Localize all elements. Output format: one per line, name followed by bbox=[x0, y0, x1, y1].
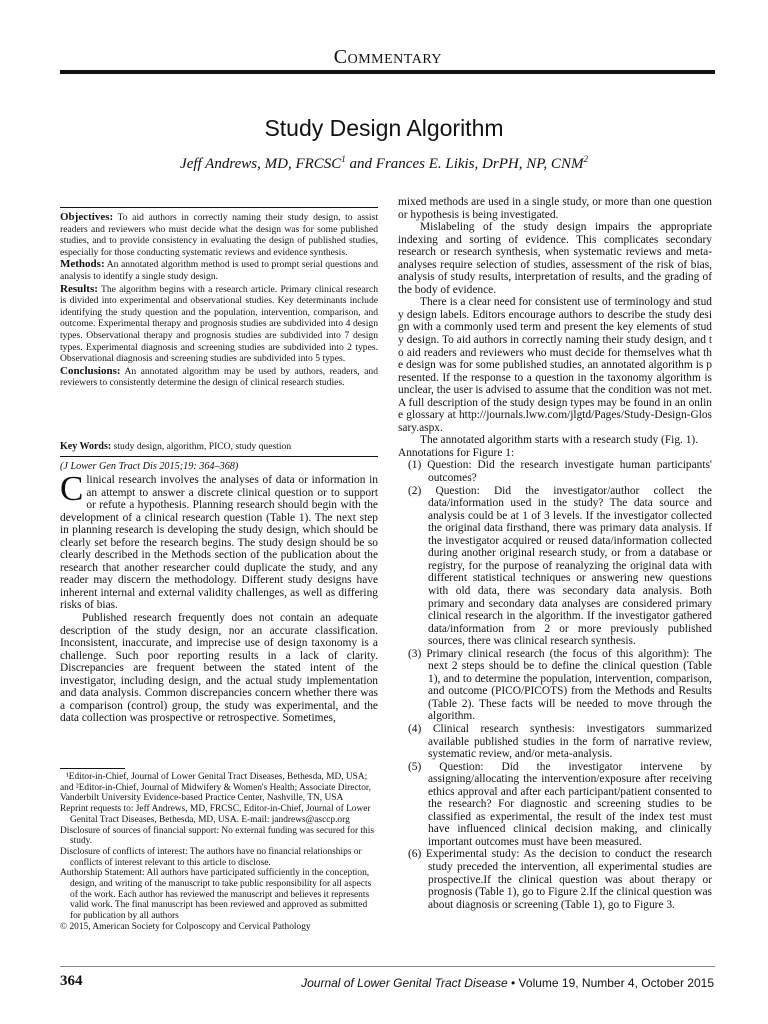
drop-cap: C bbox=[60, 469, 84, 508]
header-rule bbox=[60, 70, 715, 74]
abstract-objectives bbox=[60, 212, 378, 258]
annotation-item: (6) Experimental study: As the decision to conduct the research study preceded the intervention, all experimental studies are prospective.If the clinical question was about therapy or prognosis (Table 1), go to Figure 2.If the clinical question was about diagnosis or screening (Table 1), go to Figure 3. bbox=[408, 848, 712, 911]
objectives-heading: Objectives: bbox=[60, 211, 114, 223]
author-2: and Frances E. Likis, DrPH, NP, CNM bbox=[345, 156, 584, 172]
intro-paragraph bbox=[60, 469, 378, 612]
annotation-item: (1) Question: Did the research investigate human participants' outcomes? bbox=[408, 459, 712, 485]
paragraph: There is a clear need for consistent use of terminology and study design labels. Editors encourage authors to describe the study design with a commonly used term and present the key elements of study design. To aid authors in correctly naming their study design, and to aid readers and reviewers who must decide for themselves what the design was for some published studies, an annotated algorithm is presented. If the response to a question in the taxonomy algorithm is unclear, the user is advised to assume that the condition was not met. A full description of the study design types may be found in an online glossary at http://journals.lww.com/jlgtd/Pages/Study-Design-Glossary.aspx. bbox=[398, 296, 712, 434]
annotation-item: (3) Primary clinical research (the focus of this algorithm): The next 2 steps should be to define the clinical question (Table 1), and to determine the population, intervention, comparison, and outcome (PICO/PICOTS) from the Methods and Results (Table 2). These facts will be needed to move through the algorithm. bbox=[408, 647, 712, 723]
annotation-item: (5) Question: Did the investigator intervene by assigning/allocating the intervention/exposure after receiving ethics approval and after each participant/patient consented to the research? For diagnostic and screening studies to be classified as experimental, the result of the index test must have influenced clinical decision making, and clinically important outcomes must have been measured. bbox=[408, 760, 712, 848]
right-column-body bbox=[398, 196, 712, 911]
conclusions-text: An annotated algorithm may be used by authors, readers, and reviewers to consistently determine the design of clinical research studies. bbox=[60, 365, 378, 389]
footnotes bbox=[60, 772, 378, 933]
citation bbox=[60, 461, 378, 472]
journal-name: Journal of Lower Genital Tract Disease bbox=[301, 976, 508, 990]
footer-rule bbox=[60, 966, 715, 967]
author-1: Jeff Andrews, MD, FRCSC bbox=[180, 156, 342, 172]
paragraph: The annotated algorithm starts with a research study (Fig. 1). bbox=[420, 434, 699, 447]
citation-text: (J Lower Gen Tract Dis 2015;19: 364–368) bbox=[60, 461, 239, 472]
body-paragraph: Published research frequently does not contain an adequate description of the study design, nor an accurate classification. Inconsistent, inaccurate, and imprecise use of design taxonomy is a challenge. Such poor reporting results in a lack of clarity. Discrepancies are frequent between the stated intent of the investigator, including design, and the actual study implementation and data analysis. Common discrepancies concern whether there was a comparison (control) group, the study was experimental, and the data collection was prospective or retrospective. Sometimes, bbox=[60, 612, 378, 725]
abstract-methods bbox=[60, 259, 378, 282]
abstract-conclusions bbox=[60, 366, 378, 389]
author-1-affil: 1 bbox=[341, 154, 346, 164]
paragraph: Mislabeling of the study design impairs the appropriate indexing and sorting of evidence. This complicates secondary research or research synthesis, when systematic reviews and meta-analyses require selection of studies, assessment of the risk of bias, analysis of study results, interpretation of results, and the grading of the body of evidence. bbox=[398, 221, 712, 296]
keywords-heading: Key Words: bbox=[60, 441, 112, 452]
keywords bbox=[60, 441, 378, 457]
author-2-affil: 2 bbox=[583, 154, 588, 164]
footnote-copyright: © 2015, American Society for Colposcopy and Cervical Pathology bbox=[60, 921, 311, 932]
footnote-rule bbox=[60, 768, 125, 769]
annotations-heading: Annotations for Figure 1: bbox=[398, 446, 515, 459]
footnote-reprints: Reprint requests to: Jeff Andrews, MD, FRCSC, Editor-in-Chief, Journal of Lower Genital Tract Diseases, Bethesda, MD, USA. E-mail: jandrews@asccp.org bbox=[60, 804, 371, 825]
methods-text: An annotated algorithm method is used to prompt serial questions and analysis to identify a single study design. bbox=[60, 259, 378, 282]
keywords-text: study design, algorithm, PICO, study question bbox=[113, 441, 292, 452]
abstract-results bbox=[60, 284, 378, 365]
results-text: The algorithm begins with a research article. Primary clinical research is divided into experimental and observational studies. Key determinants include identifying the study question and the population, intervention, comparison, and outcome. Experimental therapy and prognosis studies are subdivided into 4 design types. Observational therapy and prognosis studies are subdivided into 7 design types. Experimental diagnosis and screening studies are subdivided into 2 types. Observational diagnosis and screening studies are subdivided into 5 types. bbox=[60, 283, 378, 365]
footnote-conflicts: Disclosure of conflicts of interest: The authors have no financial relationships or conflicts of interest relevant to this article to disclose. bbox=[60, 846, 362, 868]
annotation-item: (4) Clinical research synthesis: investigators summarized available published studies in the form of narrative review, systematic review, and/or meta-analysis. bbox=[408, 722, 712, 761]
abstract bbox=[60, 207, 378, 390]
journal-footer bbox=[301, 976, 714, 990]
left-column-body bbox=[60, 469, 378, 725]
article-title: Study Design Algorithm bbox=[264, 115, 504, 141]
methods-heading: Methods: bbox=[60, 258, 105, 271]
footnote-funding: Disclosure of sources of financial support: No external funding was secured for this study. bbox=[60, 825, 374, 847]
objectives-text: To aid authors in correctly naming their study design, to assist readers and reviewers who must decide what the design was for some published studies, and to provide consistency in evaluating the design of published studies, especially for those conducting systematic reviews and evidence synthesis. bbox=[60, 212, 378, 258]
author-line bbox=[0, 154, 768, 173]
results-heading: Results: bbox=[60, 282, 98, 295]
footnote-authorship: Authorship Statement: All authors have participated sufficiently in the conception, design, and writing of the manuscript to take public responsibility for all aspects of the work. Each author has reviewed the manuscript and believes it represents valid work. The final manuscript has been reviewed and approved as submitted for publication by all authors bbox=[60, 868, 372, 922]
section-label: Commentary bbox=[333, 46, 442, 68]
conclusions-heading: Conclusions: bbox=[60, 364, 121, 377]
page-number: 364 bbox=[60, 973, 83, 989]
paragraph: mixed methods are used in a single study, or more than one question or hypothesis is being investigated. bbox=[398, 196, 712, 221]
footnote-affiliations: ¹Editor-in-Chief, Journal of Lower Genital Tract Diseases, Bethesda, MD, USA; and ²Editor-in-Chief, Journal of Midwifery & Women's Health; Associate Director, Vanderbilt University Evidence-based Practice Center, Nashville, TN, USA bbox=[60, 772, 372, 804]
issue-info: Volume 19, Number 4, October 2015 bbox=[518, 976, 714, 990]
footer-bullet: • bbox=[511, 976, 516, 990]
annotation-item: (2) Question: Did the investigator/author collect the data/information used in the study? The data source and analysis could be at 1 of 3 levels. If the investigator collected the original data firsthand, there was primary data analysis. If the investigator acquired or reused data/information collected during another original research study, or from a database or registry, for the purpose of reanalyzing the original data with different statistical techniques or answering new questions with old data, there was secondary data analysis. Both primary and secondary data analyses are considered primary clinical research in the algorithm. If the investigator gathered data/information from 2 or more previously published sources, there was clinical research synthesis. bbox=[408, 484, 712, 648]
intro-text: linical research involves the analyses of data or information in an attempt to answer a discrete clinical question or to support or refute a hypothesis. Planning research should begin with the development of a clinical research question (Table 1). The next step in planning research is developing the study design, which should be clearly set before the research begins. The study design should be so clearly described in the Methods section of the publication about the research that another researcher could duplicate the study, and any reader may discern the methodology. Different study designs have inherent internal and external validity challenges, as well as differing risks of bias. bbox=[60, 474, 378, 612]
